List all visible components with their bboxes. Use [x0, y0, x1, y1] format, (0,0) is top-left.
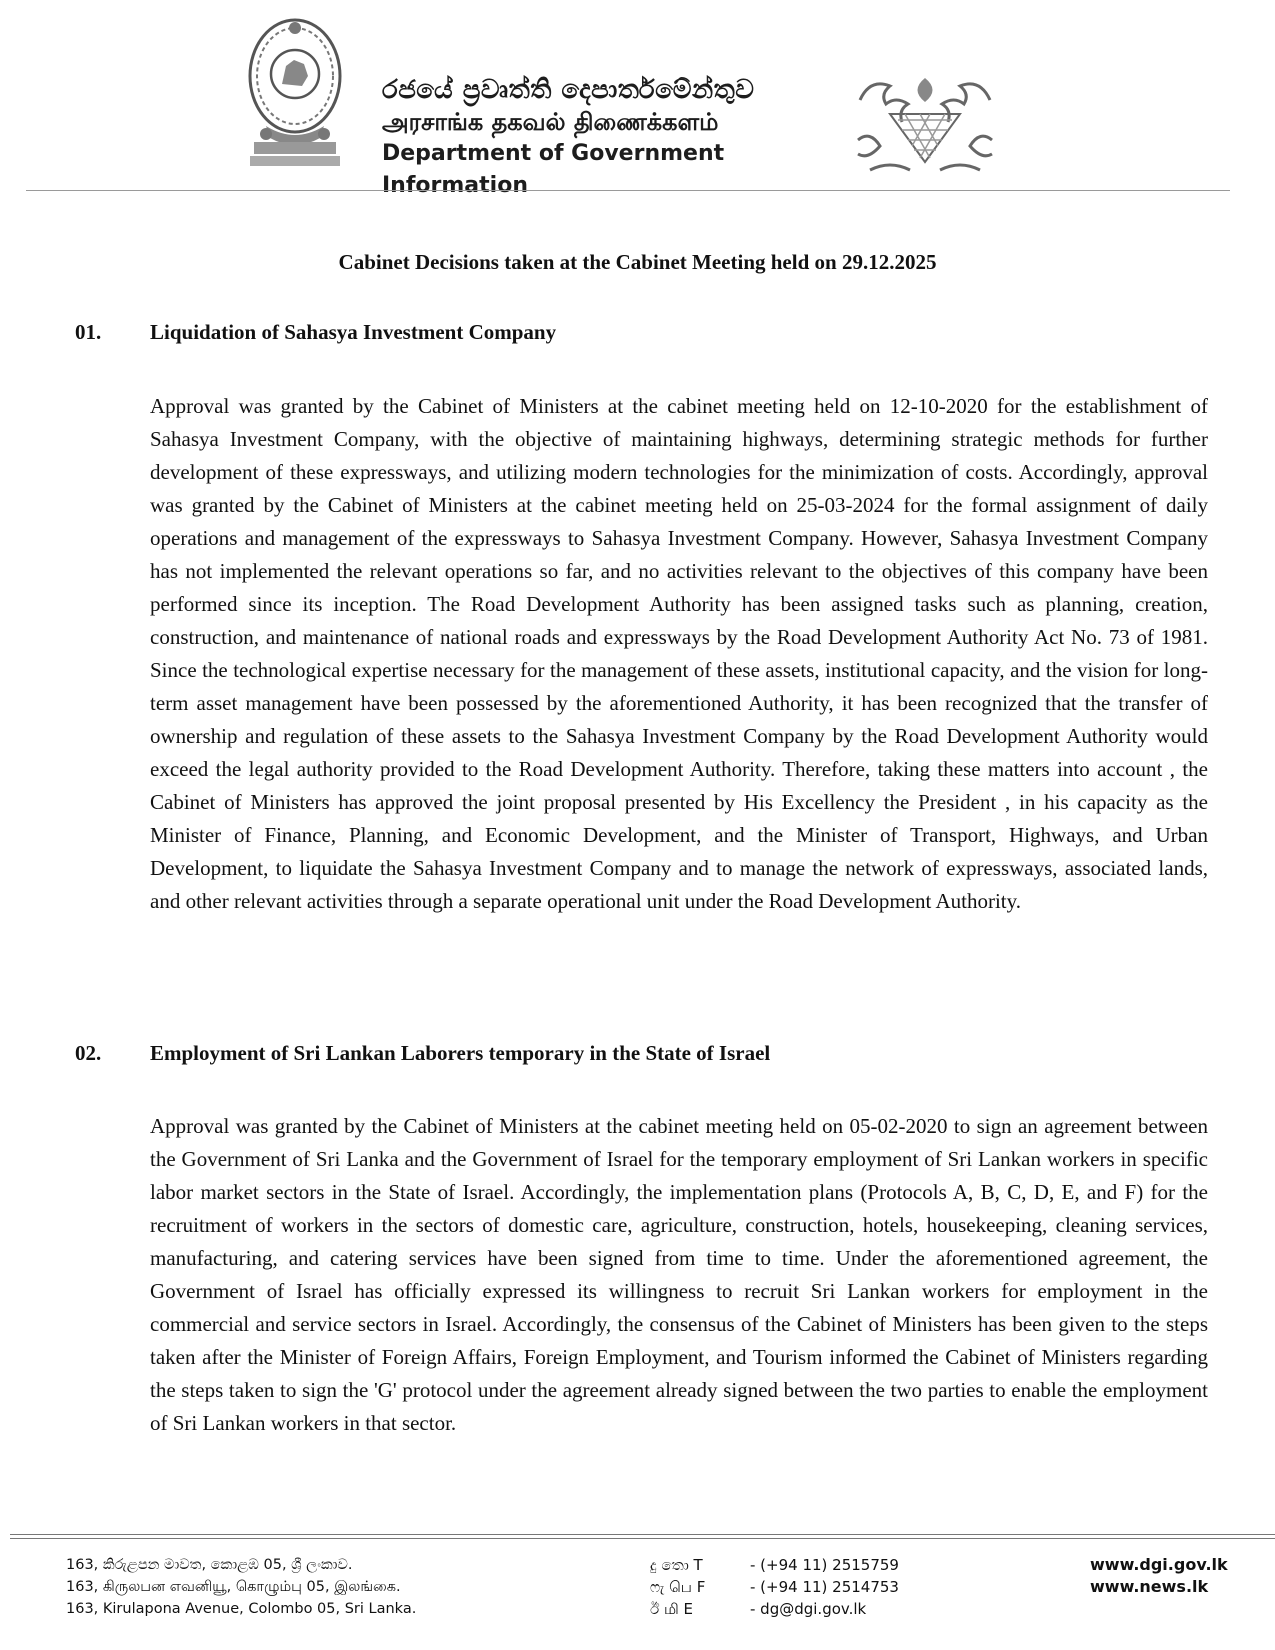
document-title: Cabinet Decisions taken at the Cabinet Meeting held on 29.12.2025 [338, 250, 937, 274]
email-row [650, 1598, 899, 1620]
section-heading: Liquidation of Sahasya Investment Company [150, 320, 557, 344]
section-heading: Employment of Sri Lankan Laborers temporary in the State of Israel [150, 1041, 771, 1065]
section-body: Approval was granted by the Cabinet of Ministers at the cabinet meeting held on 12-10-2020 for the establishment of Sahasya Investment Company, with the objective of maintaining highways, determining strategic methods for further development of these expressways, and utilizing modern technologies for the minimization of costs. Accordingly, approval was granted by the Cabinet of Ministers at the cabinet meeting held on 25-03-2024 for the formal assignment of daily operations and management of the expressways to Sahasya Investment Company. However, Sahasya Investment Company has not implemented the relevant operations so far, and no activities relevant to the objectives of this company have been performed since its inception. The Road Development Authority has been assigned tasks such as planning, creation, construction, and maintenance of national roads and expressways by the Road Development Authority Act No. 73 of 1981. Since the technological expertise necessary for the management of these assets, institutional capacity, and the vision for long-term asset management have been possessed by the aforementioned Authority, it has been recognized that the transfer of ownership and regulation of these assets to the Sahasya Investment Company by the Road Development Authority would exceed the legal authority provided to the Road Development Authority. Therefore, taking these matters into account , the Cabinet of Ministers has approved the joint proposal presented by His Excellency the President , in his capacity as the Minister of Finance, Planning, and Economic Development, and the Minister of Transport, Highways, and Urban Development, to liquidate the Sahasya Investment Company and to manage the network of expressways, associated lands, and other relevant activities through a separate operational unit under the Road Development Authority. [150, 394, 1208, 913]
traditional-ornament-icon [850, 70, 1000, 174]
letterhead [0, 0, 1275, 198]
phone-row [650, 1554, 899, 1576]
footer-divider [10, 1534, 1275, 1535]
address-tamil: 163, கிருலபன எவனியூ, கொழும்பு 05, இலங்கை. [66, 1579, 401, 1595]
email-label: ඊ மி E [650, 1600, 694, 1618]
phone-number: - (+94 11) 2515759 [750, 1556, 899, 1574]
section-body: Approval was granted by the Cabinet of Ministers at the cabinet meeting held on 05-02-2020 to sign an agreement between the Government of Sri Lanka and the Government of Israel for the temporary employment of Sri Lankan workers in specific labor market sectors in the State of Israel. Accordingly, the implementation plans (Protocols A, B, C, D, E, and F) for the recruitment of workers in the sectors of domestic care, agriculture, construction, hotels, housekeeping, cleaning services, manufacturing, and catering services have been signed from time to time. Under the aforementioned agreement, the Government of Israel has officially expressed its willingness to recruit Sri Lankan workers for employment in the commercial and service sectors in Israel. Accordingly, the consensus of the Cabinet of Ministers has been given to the steps taken after the Minister of Foreign Affairs, Foreign Employment, and Tourism informed the Cabinet of Ministers regarding the steps taken to sign the 'G' protocol under the agreement already signed between the two parties to enable the employment of Sri Lankan workers in that sector. [150, 1114, 1208, 1435]
email-address: - dg@dgi.gov.lk [750, 1600, 867, 1618]
national-emblem-icon [246, 16, 344, 172]
department-name-sinhala: රජයේ ප්‍රවෘත්ති දෙපාර්තමේන්තුව [382, 75, 755, 105]
address-english: 163, Kirulapona Avenue, Colombo 05, Sri Lanka. [66, 1601, 417, 1617]
header-divider [26, 190, 1230, 191]
footer-address [66, 1554, 416, 1620]
phone-label: දු තො T [650, 1556, 703, 1574]
fax-label: ෆැ பெ F [650, 1578, 706, 1596]
website-link[interactable]: www.dgi.gov.lk [1090, 1555, 1228, 1574]
department-name-block [382, 74, 837, 202]
website-link[interactable]: www.news.lk [1090, 1577, 1209, 1596]
footer-websites [1090, 1554, 1228, 1598]
section-number: 02. [75, 1041, 102, 1065]
fax-number: - (+94 11) 2514753 [750, 1578, 899, 1596]
footer-divider [10, 1538, 1275, 1539]
address-sinhala: 163, කිරුළපන මාවත, කොළඹ 05, ශ්‍රී ලංකාව. [66, 1557, 353, 1573]
section-number: 01. [75, 320, 102, 344]
department-name-tamil: அரசாங்க தகவல் திணைக்களம் [382, 108, 719, 136]
footer-contact [650, 1554, 899, 1620]
fax-row [650, 1576, 899, 1598]
department-name-english: Department of Government Information [382, 141, 725, 198]
